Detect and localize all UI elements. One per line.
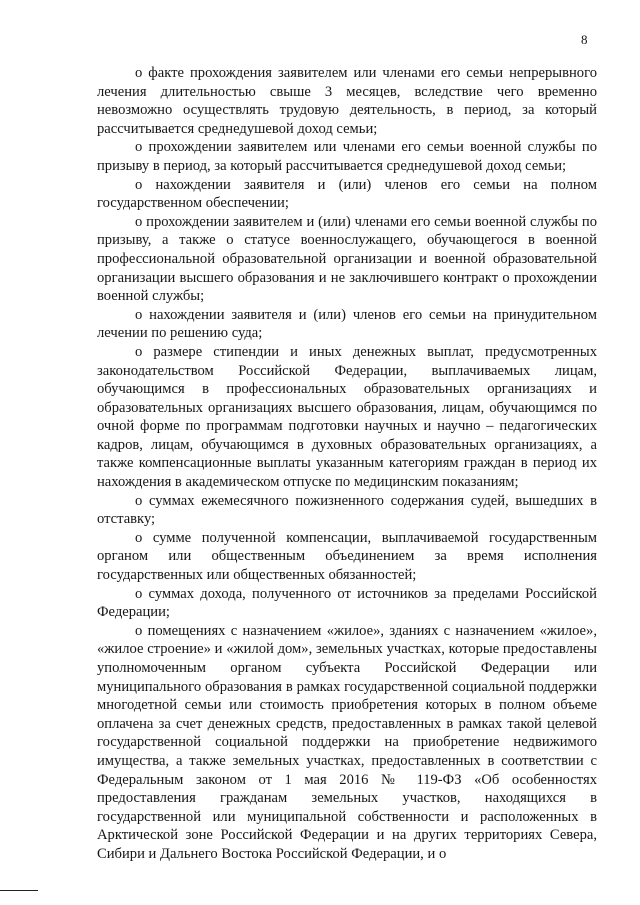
paragraph-public-duties-compensation: о сумме полученной компенсации, выплачиваемой государственным органом или общественным объединением за время исполнения государственных или общественных обязанностей; [97, 529, 597, 584]
paragraph-foreign-income: о суммах дохода, полученного от источников за пределами Российской Федерации; [97, 585, 597, 621]
paragraph-conscription-service: о прохождении заявителем или членами его семьи военной службы по призыву в период, за который рассчитывается среднедушевой доход семьи; [97, 139, 597, 174]
paragraph-retired-judges-allowance: о суммах ежемесячного пожизненного содержания судей, вышедших в отставку; [97, 492, 597, 528]
paragraph-compulsory-treatment: о нахождении заявителя и (или) членов его семьи на принудительном лечении по решению суда; [97, 306, 597, 342]
footer-divider [0, 890, 38, 891]
paragraph-military-student-status: о прохождении заявителем и (или) членами его семьи военной службы по призыву, а также о статусе военнослужащего, обучающегося в военной профессиональной образовательной организации и военной образовательной организации высшего образования и не заключившего контракт о прохождении военной службы; [97, 213, 597, 305]
paragraph-stipend-amount: о размере стипендии и иных денежных выплат, предусмотренных законодательством Российской Федерации, выплачиваемых лицам, обучающимся в профессиональных образовательных организациях и образовательных организациях высшего образования, лицам, обучающимся по очной форме по программам подготовки научных и научно – педагогических кадров, лицам, обучающимся в духовных образовательных организациях, а также компенсационные выплаты указанным категориям граждан в период их нахождения в академическом отпуске по медицинским показаниям; [97, 343, 597, 491]
page-number: 8 [581, 32, 588, 47]
paragraph-residential-property: о помещениях с назначением «жилое», зданиях с назначением «жилое», «жилое строение» и «жилой дом», земельных участках, которые предоставлены уполномоченным органом субъекта Российской Федерации или муниципального образования в рамках государственной социальной поддержки многодетной семьи или стоимость приобретения которых в полном объеме оплачена за счет денежных средств, предоставленных в рамках такой целевой государственной социальной поддержки на приобретение недвижимого имущества, а также земельных участках, предоставленных в соответствии с Федеральным законом от 1 мая 2016 № 119-ФЗ «Об особенностях предоставления гражданам земельных участков, находящихся в государственной или муниципальной собственности и расположенных в Арктической зоне Российской Федерации и на других территориях Севера, Сибири и Дальнего Востока Российской Федерации, и о [97, 622, 597, 862]
document-body [97, 64, 597, 864]
paragraph-full-state-support: о нахождении заявителя и (или) членов его семьи на полном государственном обеспечении; [97, 176, 597, 212]
paragraph-treatment-duration: о факте прохождения заявителем или членами его семьи непрерывного лечения длительностью свыше 3 месяцев, вследствие чего временно невозможно осуществлять трудовую деятельность, в период, за который рассчитывается среднедушевой доход семьи; [97, 65, 597, 137]
